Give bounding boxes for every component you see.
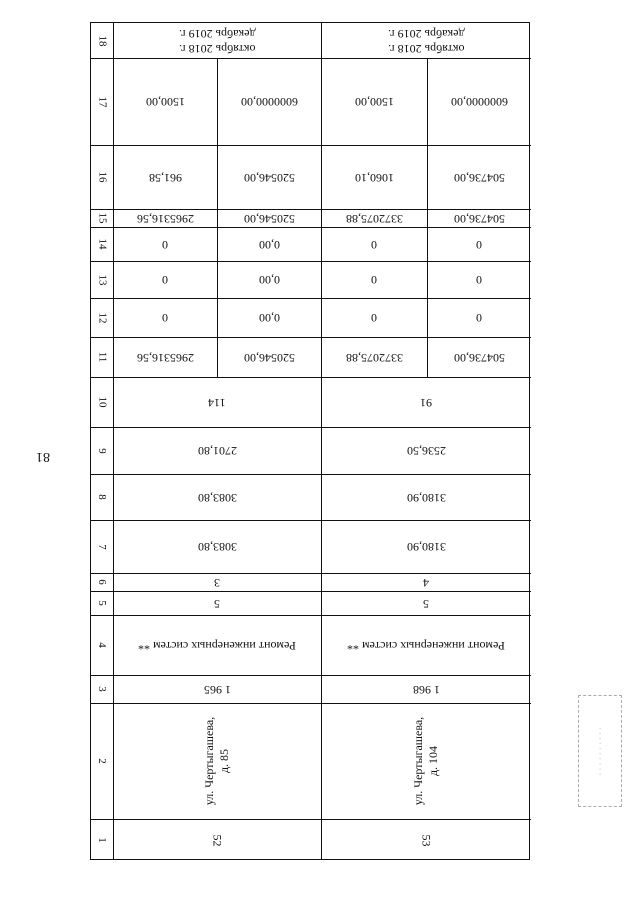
row53-col13a: 0	[371, 273, 377, 287]
row53-col7: 3180,90	[406, 540, 446, 554]
row52-col18: октябрь 2018 г. декабрь 2019 г.	[178, 26, 256, 56]
row53-col17a: 1500,00	[354, 95, 394, 109]
row52-col16a: 961,58	[148, 170, 182, 185]
column-number: 17	[96, 96, 108, 107]
row53-col8: 3180,90	[406, 490, 446, 505]
row53-col11a: 3372075,88	[345, 350, 403, 365]
row52-col10: 114	[208, 395, 226, 410]
row52-col11b: 520546,00	[243, 350, 295, 365]
column-number: 15	[96, 212, 108, 224]
row53-col3: 1 968	[412, 682, 440, 697]
row53-col9: 2536,50	[406, 444, 446, 458]
column-number: 2	[96, 758, 108, 764]
official-stamp: · · · · · · · · · ·	[578, 695, 622, 807]
row53-col6: 4	[423, 575, 429, 590]
row53-col15a: 3372075,88	[345, 211, 403, 226]
row53-col14a: 0	[371, 237, 377, 252]
column-number: 12	[96, 312, 108, 323]
row52-col12a: 0	[162, 311, 168, 325]
column-number: 8	[96, 494, 108, 500]
column-number: 5	[96, 600, 108, 606]
column-number: 16	[96, 171, 108, 183]
row52-col13a: 0	[162, 273, 168, 287]
row53-col10: 91	[420, 395, 432, 410]
row52-col14b: 0,00	[258, 237, 280, 252]
row52-col15a: 2965316,56	[136, 211, 194, 226]
column-number: 6	[96, 579, 108, 585]
row52-col8: 3083,80	[197, 490, 237, 505]
column-number: 1	[96, 837, 108, 843]
row52-col6: 3	[214, 575, 220, 590]
column-number: 18	[96, 35, 108, 46]
column-number: 9	[96, 447, 108, 454]
row52-col11a: 2965316,56	[136, 350, 194, 365]
column-number: 3	[96, 686, 108, 692]
row53-col15b: 504736,00	[453, 211, 505, 226]
column-number: 14	[96, 238, 108, 250]
row53-col2-address: ул. Чертыгашева, д. 104	[410, 716, 440, 806]
row52-col5: 5	[214, 596, 220, 611]
data-table	[90, 22, 530, 860]
row52-col2-address: ул. Чертыгашева, д. 85	[201, 716, 231, 806]
row52-col13b: 0,00	[258, 273, 280, 287]
row53-col16a: 1060,10	[354, 170, 394, 185]
row53-col17b: 6000000,00	[450, 95, 508, 109]
column-number: 13	[96, 274, 108, 285]
page-number: 81	[36, 449, 50, 464]
row52-col9: 2701,80	[197, 444, 237, 458]
row53-col4: Ремонт инженерных систем **	[347, 638, 505, 653]
row53-col13b: 0	[476, 273, 482, 287]
row52-col17a: 1500,00	[145, 95, 185, 109]
row52-col12b: 0,00	[258, 311, 280, 325]
row52-col15b: 520546,00	[243, 211, 295, 226]
row53-col11b: 504736,00	[453, 350, 505, 365]
row53-col5: 5	[423, 596, 429, 611]
row52-col17b: 6000000,00	[240, 95, 298, 109]
row52-col7: 3083,80	[197, 540, 237, 554]
row52-col16b: 520546,00	[243, 170, 295, 185]
row53-col1: 53	[419, 834, 434, 846]
row53-col16b: 504736,00	[453, 170, 505, 185]
column-number: 4	[96, 642, 108, 648]
column-number: 11	[96, 351, 108, 363]
row52-col14a: 0	[162, 237, 168, 252]
row52-col1: 52	[210, 834, 225, 846]
row53-col12a: 0	[371, 311, 377, 325]
column-number: 10	[96, 396, 108, 408]
row52-col4: Ремонт инженерных систем **	[138, 638, 296, 653]
column-number: 7	[96, 543, 108, 550]
row53-col18: октябрь 2018 г. декабрь 2019 г.	[387, 26, 465, 56]
row52-col3: 1 965	[203, 682, 231, 697]
row53-col14b: 0	[476, 237, 482, 252]
row53-col12b: 0	[476, 311, 482, 325]
